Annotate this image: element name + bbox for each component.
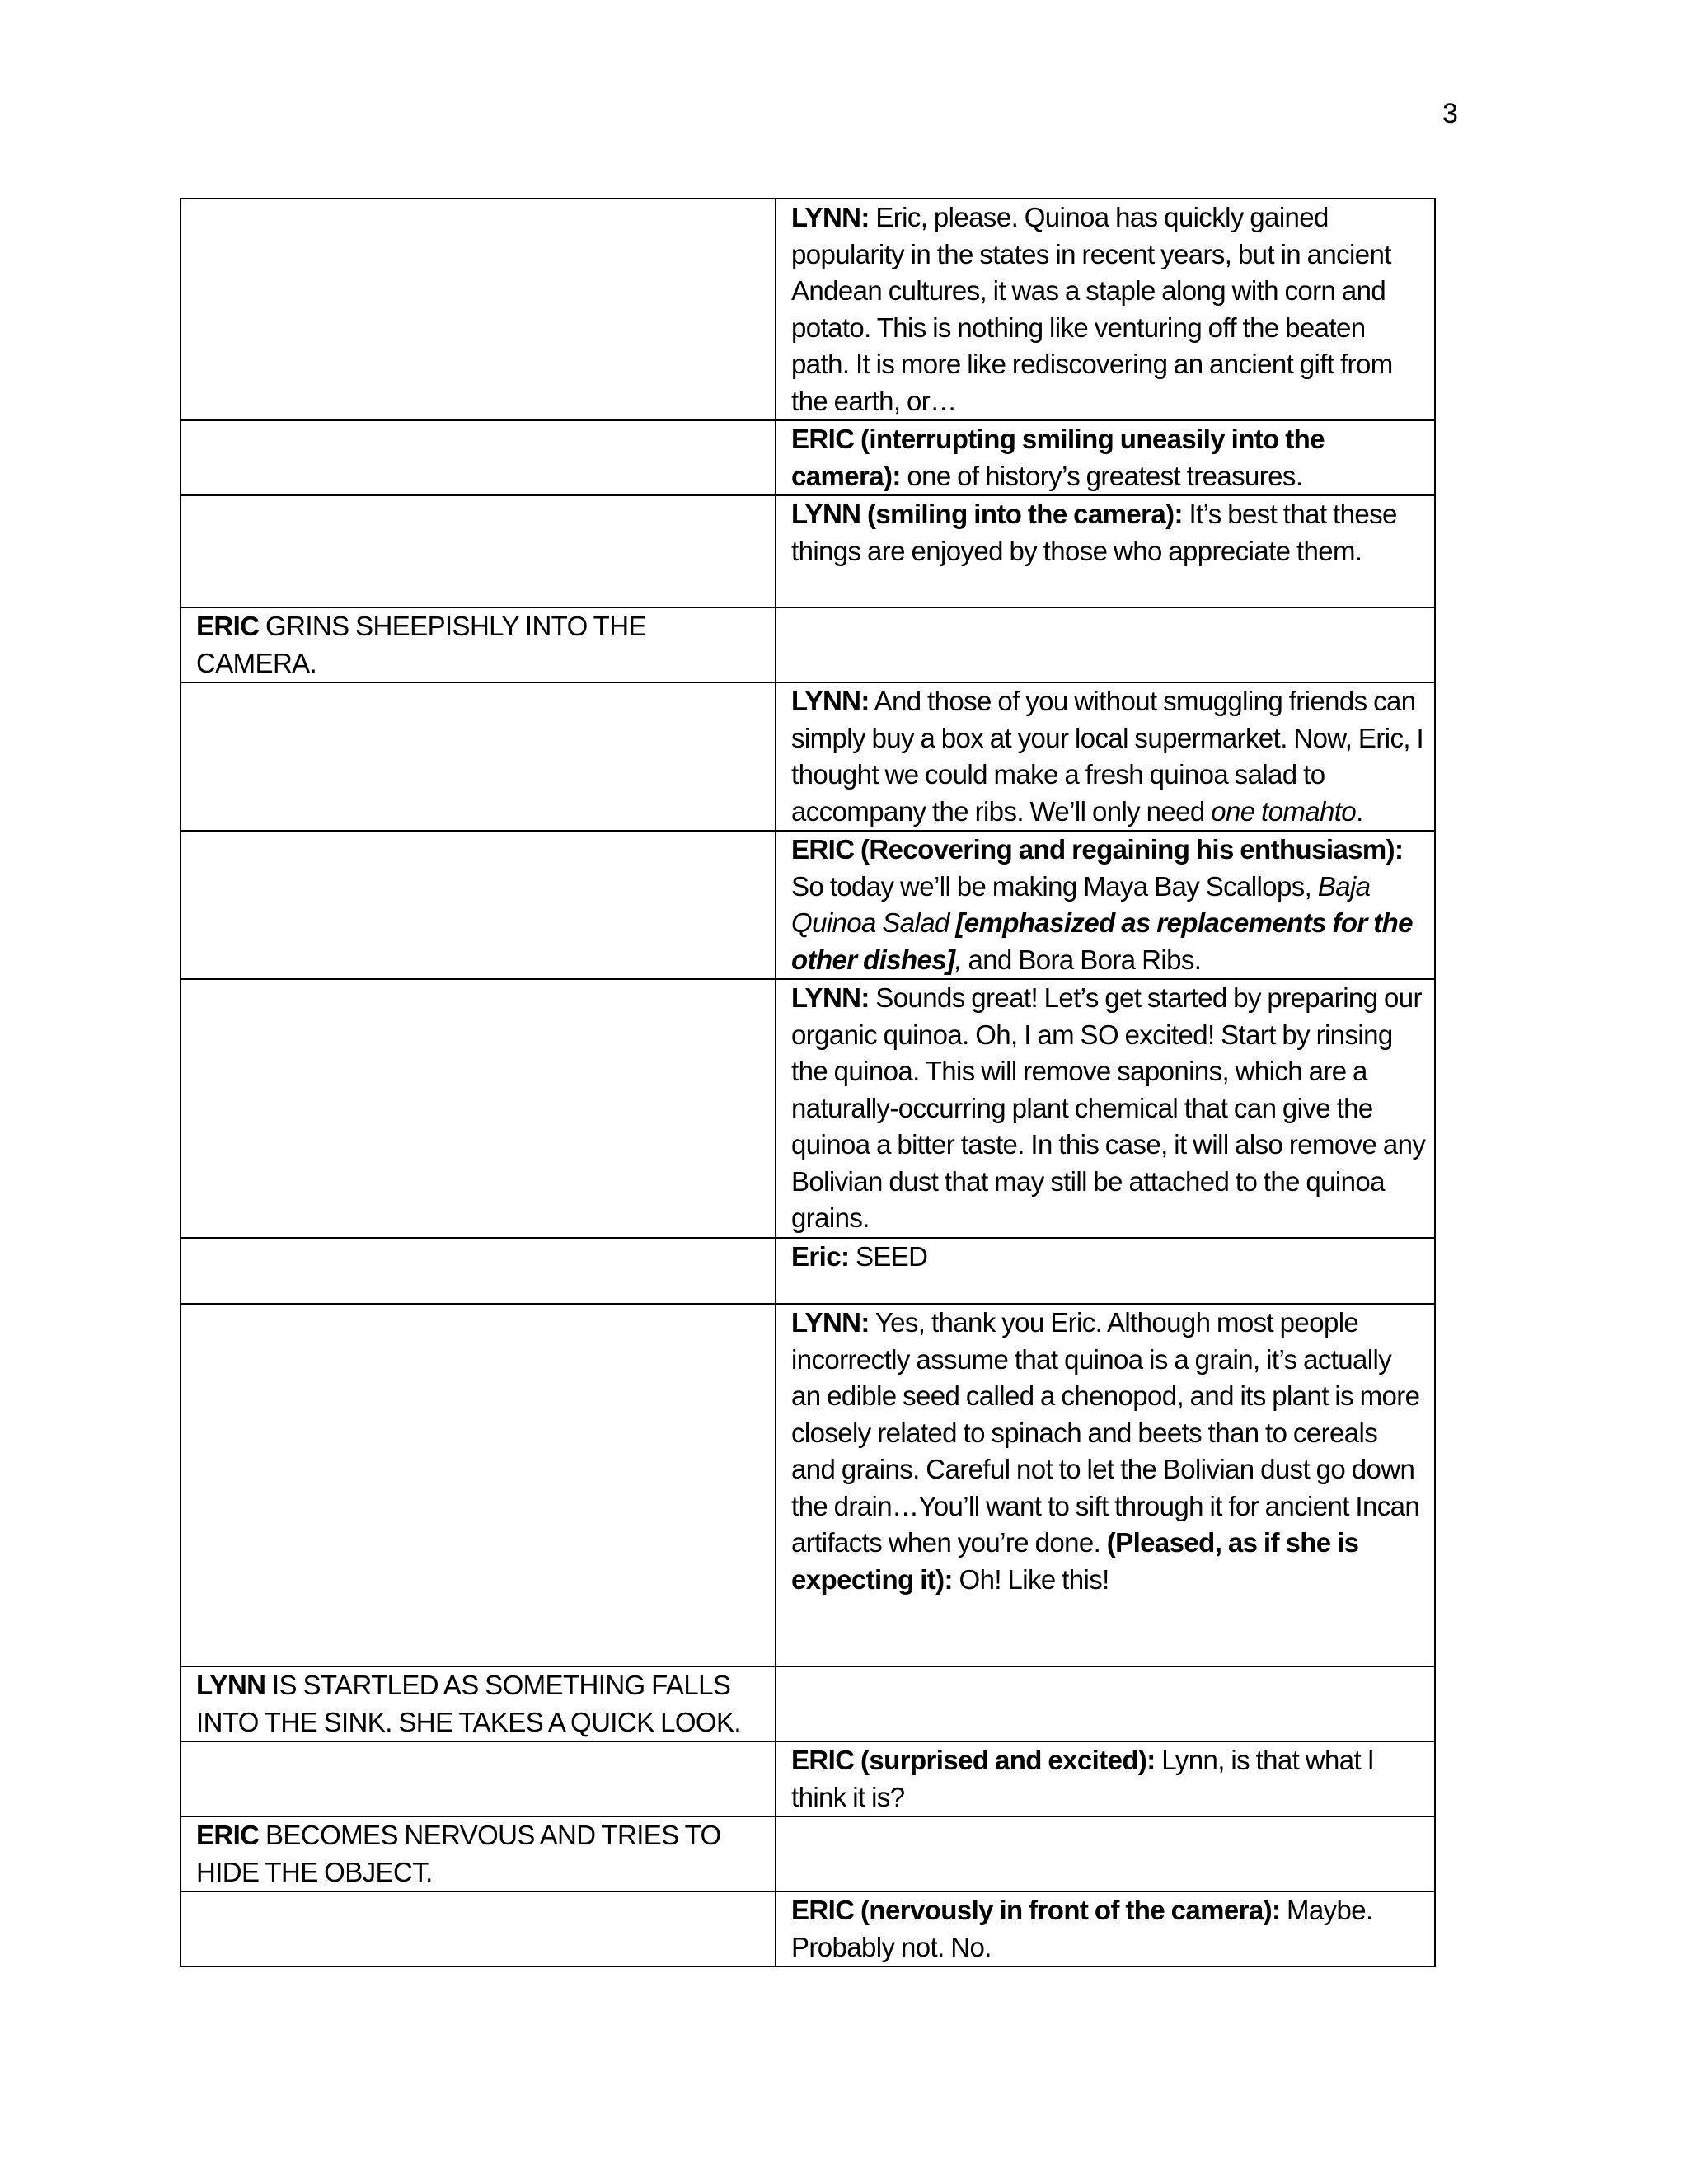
dialogue-cell	[776, 607, 1435, 682]
dialogue-cell	[776, 1816, 1435, 1891]
action-cell	[181, 607, 776, 682]
script-text-segment: And those of you without smuggling friends can simply buy a box at your local supermarket. Now, Eric, I thought we could make a fresh quinoa salad to accompany the ribs. We’ll only need	[791, 686, 1424, 827]
script-text-segment: Eric:	[791, 1241, 850, 1272]
script-text-segment: ERIC	[196, 1820, 260, 1850]
script-text-segment: IS STARTLED AS SOMETHING FALLS INTO THE SINK. SHE TAKES A QUICK LOOK.	[196, 1670, 741, 1737]
script-text-segment: Lynn, is that what I think it is?	[791, 1745, 1375, 1812]
script-row	[181, 1741, 1435, 1816]
script-text-segment: LYNN (smiling into the camera):	[791, 499, 1183, 529]
script-row	[181, 1891, 1435, 1966]
script-row	[181, 1304, 1435, 1666]
script-text-segment: Yes, thank you Eric. Although most people incorrectly assume that quinoa is a grain, it’s actually an edible seed called a chenopod, and its plant is more closely related to spinach and beets than to cereals and grains. Careful not to let the Bolivian dust go down the drain…You’ll want to sift through it for ancient Incan artifacts when you’re done.	[791, 1307, 1420, 1558]
action-cell	[181, 1891, 776, 1966]
action-cell	[181, 1666, 776, 1741]
script-text-segment: Maybe. Probably not. No.	[791, 1895, 1373, 1962]
dialogue-cell	[776, 682, 1435, 831]
dialogue-cell	[776, 1238, 1435, 1304]
action-cell	[181, 1304, 776, 1666]
script-text-segment: ERIC (nervously in front of the camera):	[791, 1895, 1281, 1925]
script-table	[180, 198, 1436, 1967]
script-text-segment: GRINS SHEEPISHLY INTO THE CAMERA.	[196, 611, 646, 678]
script-row	[181, 495, 1435, 607]
action-cell	[181, 831, 776, 979]
script-text-segment: BECOMES NERVOUS AND TRIES TO HIDE THE OBJECT.	[196, 1820, 721, 1887]
script-text-segment: ERIC	[196, 611, 260, 641]
dialogue-cell	[776, 199, 1435, 420]
dialogue-cell	[776, 1741, 1435, 1816]
dialogue-cell	[776, 495, 1435, 607]
script-text-segment: one tomahto	[1211, 795, 1357, 827]
script-row	[181, 831, 1435, 979]
script-text-segment: Baja Quinoa Salad	[791, 870, 1371, 938]
dialogue-cell	[776, 1666, 1435, 1741]
script-row	[181, 682, 1435, 831]
action-cell	[181, 199, 776, 420]
script-row	[181, 199, 1435, 420]
script-text-segment: Sounds great! Let’s get started by preparing our organic quinoa. Oh, I am SO excited! Start by rinsing the quinoa. This will remove saponins, which are a naturally-occurring plant chemical that can give the quinoa a bitter taste. In this case, it will also remove any Bolivian dust that may still be attached to the quinoa grains.	[791, 982, 1426, 1233]
dialogue-cell	[776, 979, 1435, 1238]
page-number: 3	[1442, 98, 1458, 129]
action-cell	[181, 979, 776, 1238]
script-text-segment: one of history’s greatest treasures.	[900, 460, 1303, 491]
script-text-segment: (Pleased, as if she is expecting it):	[791, 1527, 1359, 1595]
dialogue-cell	[776, 831, 1435, 979]
script-text-segment: Oh! Like this!	[952, 1563, 1109, 1595]
script-text-segment: LYNN:	[791, 1307, 870, 1338]
dialogue-cell	[776, 420, 1435, 495]
script-text-segment: ERIC (surprised and excited):	[791, 1745, 1156, 1775]
script-text-segment: [emphasized as replacements for the other dishes]	[791, 907, 1413, 975]
action-cell	[181, 1816, 776, 1891]
script-row	[181, 979, 1435, 1238]
script-text-segment: LYNN	[196, 1670, 266, 1700]
script-text-segment: Eric, please. Quinoa has quickly gained popularity in the states in recent years, but in ancient Andean cultures, it was a staple along with corn and potato. This is nothing like venturing off the beaten path. It is more like rediscovering an ancient gift from the earth, or…	[791, 202, 1393, 416]
script-text-segment: LYNN:	[791, 202, 870, 232]
action-cell	[181, 1741, 776, 1816]
script-row	[181, 1816, 1435, 1891]
action-cell	[181, 1238, 776, 1304]
dialogue-cell	[776, 1891, 1435, 1966]
script-text-segment: and Bora Bora Ribs.	[961, 944, 1202, 975]
dialogue-cell	[776, 1304, 1435, 1666]
script-text-segment: It’s best that these things are enjoyed by those who appreciate them.	[791, 499, 1397, 566]
script-text-segment: ,	[954, 944, 962, 975]
action-cell	[181, 495, 776, 607]
script-row	[181, 1238, 1435, 1304]
script-text-segment: .	[1356, 795, 1363, 827]
script-row	[181, 607, 1435, 682]
script-text-segment: ERIC (interrupting smiling uneasily into the camera):	[791, 424, 1325, 491]
action-cell	[181, 682, 776, 831]
script-text-segment: LYNN:	[791, 686, 870, 716]
script-row	[181, 420, 1435, 495]
script-text-segment: LYNN:	[791, 982, 870, 1013]
script-row	[181, 1666, 1435, 1741]
action-cell	[181, 420, 776, 495]
script-table-body	[181, 199, 1435, 1966]
script-text-segment: ERIC (Recovering and regaining his enthusiasm):	[791, 834, 1404, 865]
script-text-segment: SEED	[849, 1241, 928, 1272]
script-text-segment: So today we’ll be making Maya Bay Scallops,	[791, 870, 1318, 902]
